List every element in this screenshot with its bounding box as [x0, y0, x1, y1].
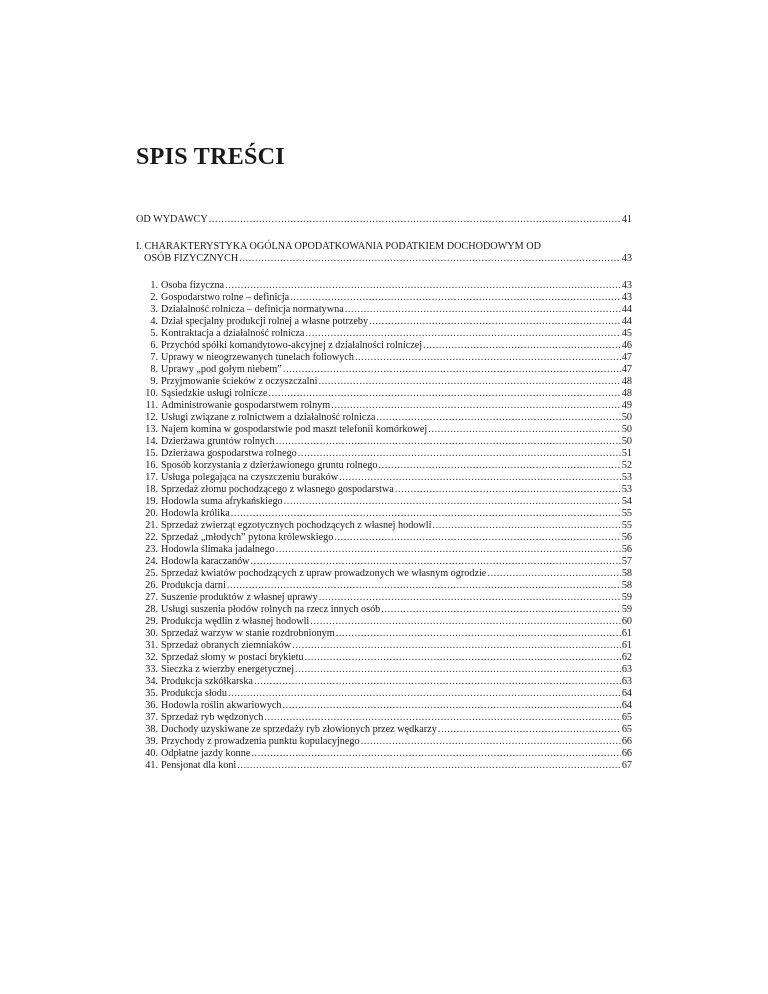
toc-entry-label: Sprzedaż kwiatów pochodzących z upraw prowadzonych we własnym ogrodzie — [161, 568, 487, 579]
dot-leader — [305, 328, 620, 340]
dot-leader — [276, 544, 621, 556]
toc-entry-number: 19. — [145, 496, 158, 507]
toc-entry-page: 52 — [621, 460, 632, 471]
toc-entry-page: 50 — [621, 424, 632, 435]
toc-entry-number: 10. — [145, 388, 158, 399]
toc-entry-number: 11. — [145, 400, 158, 411]
toc-entry-label: Sprzedaż obranych ziemniaków — [161, 640, 292, 651]
toc-entry-page: 43 — [621, 280, 632, 291]
toc-entry-label: Sposób korzystania z dzierżawionego gruntu rolnego — [161, 460, 378, 471]
dot-leader — [305, 652, 621, 664]
toc-entry — [136, 340, 632, 352]
toc-entry — [136, 316, 632, 328]
toc-entry-number: 5. — [150, 328, 158, 339]
dot-leader — [345, 304, 621, 316]
toc-entry-number: 1. — [150, 280, 158, 291]
toc-entry — [136, 640, 632, 652]
toc-entry — [136, 412, 632, 424]
toc-entry-label: Hodowla ślimaka jadalnego — [161, 544, 275, 555]
toc-entry-page: 63 — [621, 676, 632, 687]
toc-entry — [136, 424, 632, 436]
toc-entry-page: 59 — [621, 604, 632, 615]
toc-entry — [136, 628, 632, 640]
dot-leader — [432, 520, 620, 532]
toc-entry-number: 37. — [145, 712, 158, 723]
dot-leader — [369, 316, 621, 328]
toc-entry — [136, 376, 632, 388]
toc-entry-number: 9. — [150, 376, 158, 387]
toc-entry-label: Sprzedaż „młodych” pytona królewskiego — [161, 532, 334, 543]
toc-entry — [136, 748, 632, 760]
toc-entry-label: Dochody uzyskiwane ze sprzedaży ryb złowionych przez wędkarzy — [161, 724, 437, 735]
toc-entry — [136, 616, 632, 628]
dot-leader — [228, 688, 621, 700]
toc-entry-number: 32. — [145, 652, 158, 663]
dot-leader — [355, 352, 621, 364]
toc-entry-page: 53 — [621, 484, 632, 495]
toc-entry — [136, 388, 632, 400]
toc-entry-label: Dzierżawa gospodarstwa rolnego — [161, 448, 297, 459]
dot-leader — [423, 340, 621, 352]
dot-leader — [254, 676, 621, 688]
toc-entry-page: 66 — [621, 736, 632, 747]
dot-leader — [381, 604, 621, 616]
toc-entry-label: Usługi suszenia płodów rolnych na rzecz innych osób — [161, 604, 381, 615]
chapter-title-continuation: OSÓB FIZYCZNYCH — [144, 253, 239, 264]
toc-entry-page: 44 — [621, 316, 632, 327]
dot-leader — [283, 364, 621, 376]
toc-entry — [136, 364, 632, 376]
toc-entry-label: Administrowanie gospodarstwem rolnym — [161, 400, 331, 411]
toc-entry-number: 15. — [145, 448, 158, 459]
dot-leader — [295, 664, 621, 676]
dot-leader — [487, 568, 620, 580]
toc-entry-label: Usługa polegająca na czyszczeniu buraków — [161, 472, 339, 483]
toc-entry-label: Sprzedaż słomy w postaci brykietu — [161, 652, 304, 663]
toc-entry-label: Działalność rolnicza – definicja normatywna — [161, 304, 344, 315]
toc-entry-number: 2. — [150, 292, 158, 303]
dot-leader — [298, 448, 621, 460]
toc-entry — [136, 400, 632, 412]
toc-entry-page: 54 — [621, 496, 632, 507]
toc-chapter-heading — [136, 241, 632, 265]
dot-leader — [292, 640, 621, 652]
toc-entry-page: 41 — [621, 214, 632, 225]
toc-entry-page: 48 — [621, 388, 632, 399]
toc-entry-label: Suszenie produktów z własnej uprawy — [161, 592, 318, 603]
toc-entry — [136, 508, 632, 520]
toc-entry — [136, 484, 632, 496]
toc-entry-number: 31. — [145, 640, 158, 651]
toc-entry-page: 61 — [621, 628, 632, 639]
dot-leader — [225, 280, 621, 292]
toc-entry-page: 48 — [621, 376, 632, 387]
toc-entry-label: Sprzedaż złomu pochodzącego z własnego gospodarstwa — [161, 484, 394, 495]
toc-entry-page: 64 — [621, 688, 632, 699]
dot-leader — [239, 253, 621, 265]
dot-leader — [334, 532, 621, 544]
toc-entry-page: 67 — [621, 760, 632, 771]
toc-entry-label: Dział specjalny produkcji rolnej a własne potrzeby — [161, 316, 369, 327]
dot-leader — [284, 496, 621, 508]
toc-entry-number: 14. — [145, 436, 158, 447]
toc-entry-label: Sprzedaż warzyw w stanie rozdrobnionym — [161, 628, 335, 639]
toc-entry — [136, 532, 632, 544]
toc-entry-label: Osoba fizyczna — [161, 280, 225, 291]
toc-entry-label: Najem komina w gospodarstwie pod maszt telefonii komórkowej — [161, 424, 428, 435]
toc-entry-number: 16. — [145, 460, 158, 471]
toc-entry-label: Sprzedaż ryb wędzonych — [161, 712, 264, 723]
toc-entry-label: Odpłatne jazdy konne — [161, 748, 251, 759]
toc-entry-number: 6. — [150, 340, 158, 351]
toc-entry-page: 55 — [621, 508, 632, 519]
toc-entry-page: 65 — [621, 724, 632, 735]
dot-leader — [310, 616, 621, 628]
dot-leader — [251, 748, 620, 760]
toc-entry-number: 39. — [145, 736, 158, 747]
toc-entry-page: 56 — [621, 532, 632, 543]
toc-entry — [136, 664, 632, 676]
toc-entry-label: Sprzedaż zwierząt egzotycznych pochodzących z własnej hodowli — [161, 520, 432, 531]
toc-entry — [136, 496, 632, 508]
toc-entry-page: 44 — [621, 304, 632, 315]
toc-entry-page: 49 — [621, 400, 632, 411]
toc-entry — [136, 568, 632, 580]
toc-entry — [136, 328, 632, 340]
toc-entry-page: 43 — [621, 253, 632, 264]
toc-entry — [136, 304, 632, 316]
toc-entry-label: Gospodarstwo rolne – definicja — [161, 292, 290, 303]
toc-entry-preface — [136, 214, 632, 226]
toc-entry-page: 53 — [621, 472, 632, 483]
toc-entry — [136, 736, 632, 748]
toc-entry-number: 22. — [145, 532, 158, 543]
toc-entry-page: 58 — [621, 568, 632, 579]
toc-entry — [136, 448, 632, 460]
dot-leader — [283, 700, 621, 712]
toc-entry-number: 13. — [145, 424, 158, 435]
toc-entry-label: Przychód spółki komandytowo-akcyjnej z działalności rolniczej — [161, 340, 423, 351]
toc-entry — [136, 460, 632, 472]
toc-entry-page: 47 — [621, 352, 632, 363]
toc-entry-page: 46 — [621, 340, 632, 351]
toc-entry — [136, 700, 632, 712]
toc-entry-label: Produkcja darni — [161, 580, 226, 591]
dot-leader — [428, 424, 621, 436]
toc-entry-label: Hodowla suma afrykańskiego — [161, 496, 283, 507]
toc-entry-page: 61 — [621, 640, 632, 651]
dot-leader — [290, 292, 621, 304]
toc-entry-label: Hodowla roślin akwariowych — [161, 700, 282, 711]
toc-entry-label: Uprawy „pod gołym niebem” — [161, 364, 282, 375]
dot-leader — [251, 556, 621, 568]
toc-entry-number: 3. — [150, 304, 158, 315]
toc-entry-label: Przychody z prowadzenia punktu kopulacyjnego — [161, 736, 360, 747]
toc-entry-number: 24. — [145, 556, 158, 567]
toc-entry-number: 29. — [145, 616, 158, 627]
toc-entry-page: 58 — [621, 580, 632, 591]
chapter-title-line-1: I. CHARAKTERYSTYKA OGÓLNA OPODATKOWANIA PODATKIEM DOCHODOWYM OD — [136, 241, 541, 252]
dot-leader — [339, 472, 621, 484]
chapter-title-line-2 — [136, 253, 632, 265]
toc-entry — [136, 712, 632, 724]
toc-entry-label: Produkcja szkółkarska — [161, 676, 253, 687]
dot-leader — [227, 580, 621, 592]
toc-entry-number: 28. — [145, 604, 158, 615]
dot-leader — [319, 592, 621, 604]
toc-entry — [136, 676, 632, 688]
toc-entry — [136, 280, 632, 292]
toc-entry-number: 8. — [150, 364, 158, 375]
toc-entry-number: 35. — [145, 688, 158, 699]
toc-entry — [136, 436, 632, 448]
toc-entry-label: Hodowla karaczanów — [161, 556, 250, 567]
page-title: SPIS TREŚCI — [136, 144, 285, 170]
dot-leader — [237, 760, 621, 772]
toc-entry — [136, 292, 632, 304]
toc-entry-number: 26. — [145, 580, 158, 591]
dot-leader — [264, 712, 620, 724]
toc-entry — [136, 592, 632, 604]
toc-entry-page: 43 — [621, 292, 632, 303]
toc-entry-page: 65 — [621, 712, 632, 723]
dot-leader — [276, 436, 621, 448]
toc-entry-page: 56 — [621, 544, 632, 555]
toc-entry-number: 17. — [145, 472, 158, 483]
toc-entry-label: Sieczka z wierzby energetycznej — [161, 664, 295, 675]
toc-entry-label: Produkcja słodu — [161, 688, 227, 699]
toc-entry-number: 18. — [145, 484, 158, 495]
toc-entry-label: Produkcja wędlin z własnej hodowli — [161, 616, 310, 627]
toc-entry-page: 63 — [621, 664, 632, 675]
toc-entry-number: 20. — [145, 508, 158, 519]
toc-entry-label: Sąsiedzkie usługi rolnicze — [161, 388, 268, 399]
toc-entry-page: 60 — [621, 616, 632, 627]
toc-entry-number: 4. — [150, 316, 158, 327]
toc-entry-number: 7. — [150, 352, 158, 363]
dot-leader — [268, 388, 620, 400]
toc-entry — [136, 520, 632, 532]
toc-entry-label: Przyjmowanie ścieków z oczyszczalni — [161, 376, 318, 387]
toc-entry-page: 57 — [621, 556, 632, 567]
toc-entry — [136, 760, 632, 772]
toc-entry — [136, 544, 632, 556]
toc-entry-number: 30. — [145, 628, 158, 639]
toc-entry-label: OD WYDAWCY — [136, 214, 208, 225]
toc-entry — [136, 688, 632, 700]
toc-entry-page: 66 — [621, 748, 632, 759]
toc-entry — [136, 556, 632, 568]
toc-entry-number: 23. — [145, 544, 158, 555]
toc-entry-page: 64 — [621, 700, 632, 711]
toc-entry — [136, 724, 632, 736]
toc-entry-list — [136, 280, 632, 772]
toc-entry-number: 36. — [145, 700, 158, 711]
toc-entry-number: 40. — [145, 748, 158, 759]
dot-leader — [376, 412, 620, 424]
toc-entry-number: 25. — [145, 568, 158, 579]
dot-leader — [336, 628, 621, 640]
toc-entry-label: Pensjonat dla koni — [161, 760, 237, 771]
toc-entry-page: 50 — [621, 412, 632, 423]
toc-entry-page: 55 — [621, 520, 632, 531]
toc-entry-number: 12. — [145, 412, 158, 423]
dot-leader — [395, 484, 621, 496]
toc-entry — [136, 652, 632, 664]
toc-entry-label: Usługi związane z rolnictwem a działalność rolnicza — [161, 412, 376, 423]
dot-leader — [318, 376, 620, 388]
toc-entry — [136, 604, 632, 616]
toc-entry-page: 47 — [621, 364, 632, 375]
dot-leader — [231, 508, 621, 520]
dot-leader — [378, 460, 620, 472]
dot-leader — [361, 736, 621, 748]
toc-entry-label: Uprawy w nieogrzewanych tunelach foliowych — [161, 352, 354, 363]
toc-entry-page: 51 — [621, 448, 632, 459]
toc-entry-page: 45 — [621, 328, 632, 339]
toc-entry-label: Kontraktacja a działalność rolnicza — [161, 328, 305, 339]
toc-entry — [136, 580, 632, 592]
dot-leader — [209, 214, 621, 226]
toc-entry-number: 21. — [145, 520, 158, 531]
toc-entry-number: 38. — [145, 724, 158, 735]
toc-entry-page: 62 — [621, 652, 632, 663]
dot-leader — [331, 400, 621, 412]
toc-entry — [136, 472, 632, 484]
toc-entry-label: Dzierżawa gruntów rolnych — [161, 436, 275, 447]
toc-entry-number: 27. — [145, 592, 158, 603]
toc-entry-page: 59 — [621, 592, 632, 603]
toc-entry — [136, 352, 632, 364]
toc-entry-label: Hodowla królika — [161, 508, 230, 519]
toc-entry-number: 34. — [145, 676, 158, 687]
dot-leader — [438, 724, 621, 736]
toc-entry-page: 50 — [621, 436, 632, 447]
toc-entry-number: 33. — [145, 664, 158, 675]
toc-entry-number: 41. — [145, 760, 158, 771]
